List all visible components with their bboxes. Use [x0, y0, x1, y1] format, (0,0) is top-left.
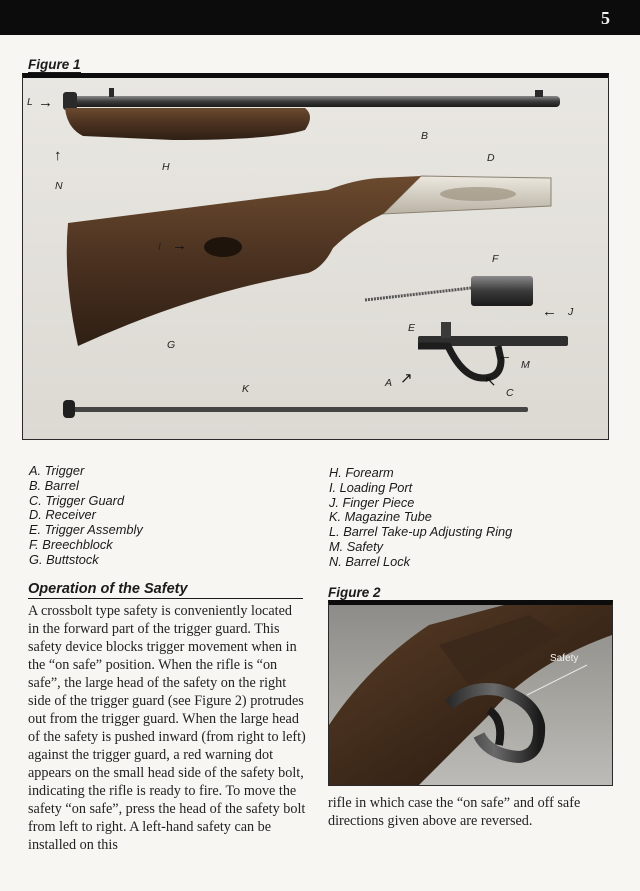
trigger-assembly-plate: [441, 322, 451, 338]
callout-i: I: [158, 241, 161, 253]
callout-i-arrow: →: [172, 237, 187, 254]
parts-list-item: M. Safety: [329, 538, 384, 554]
parts-list-item: N. Barrel Lock: [329, 553, 411, 569]
barrel: [65, 96, 560, 107]
safety-label: Safety: [550, 653, 579, 664]
parts-list-right: [329, 466, 512, 570]
callout-c: C: [506, 387, 514, 399]
parts-list-item: J. Finger Piece: [329, 494, 415, 510]
safety-closeup-illustration: [329, 605, 612, 785]
callout-l-arrow: →: [38, 94, 53, 111]
body-text-left: A crossbolt type safety is conveniently located in the forward part of the trigger guard. This safety device blocks trigger movement when in the “on safe” position. When the rifle is “on safe”, the large head of the safety on the right side of the trigger guard (see Figure 2) protrudes out from the trigger guard. When the large head of the safety is pushed inward (from right to left) against the trigger guard, a red warning dot appears on the small head side of the safety bolt, indicating the rifle is ready to fire. To move the safety “on safe”, press the head of the safety bolt from left to right. A left-hand safety can be installed on this: [28, 603, 306, 853]
parts-list-item: G. Buttstock: [29, 551, 99, 567]
parts-list-item: C. Trigger Guard: [29, 492, 125, 508]
figure-2-photo: [328, 600, 613, 786]
callout-m-arrow: ←: [497, 347, 512, 364]
callout-m: M: [521, 359, 530, 371]
rifle-parts-illustration: [23, 78, 608, 439]
parts-list-item: A. Trigger: [29, 463, 85, 478]
parts-list-left: [29, 464, 143, 568]
callout-h: H: [162, 161, 170, 173]
callout-k: K: [242, 383, 250, 395]
callout-d: D: [487, 152, 495, 164]
callout-c-arrow: ↖: [484, 373, 497, 390]
callout-j: J: [568, 306, 574, 318]
rear-sight: [109, 88, 114, 97]
breechblock: [471, 276, 533, 306]
buttstock: [67, 176, 421, 346]
parts-list-item: I. Loading Port: [329, 479, 413, 495]
body-text-right: rifle in which case the “on safe” and off safe directions given above are reversed.: [328, 795, 581, 829]
figure-1-photo: [22, 73, 609, 440]
parts-list-item: K. Magazine Tube: [329, 509, 432, 525]
callout-a: A: [385, 377, 393, 389]
barrel-ring: [63, 92, 77, 110]
loading-port: [204, 237, 242, 257]
callout-l: L: [27, 96, 33, 108]
callout-a-arrow: ↗: [400, 370, 413, 387]
section-heading: Operation of the Safety: [28, 581, 303, 599]
trigger-blade: [489, 710, 500, 745]
magazine-tube-cap: [63, 400, 75, 418]
page-number: 5: [601, 8, 610, 28]
magazine-tube: [68, 407, 528, 412]
header-bar: [0, 0, 640, 35]
parts-list-item: D. Receiver: [29, 507, 96, 523]
figure-2-caption: Figure 2: [328, 585, 381, 600]
front-sight: [535, 90, 543, 97]
parts-list-item: H. Forearm: [329, 465, 394, 480]
callout-n-arrow: ↑: [54, 147, 62, 164]
forearm: [65, 108, 310, 140]
callout-f: F: [492, 253, 499, 265]
callout-e: E: [408, 322, 416, 334]
receiver-engraving: [440, 187, 516, 201]
callout-n: N: [55, 180, 63, 192]
callout-g: G: [167, 339, 176, 351]
recoil-spring: [365, 288, 471, 300]
callout-b: B: [421, 130, 429, 142]
callout-j-arrow: ←: [542, 303, 557, 320]
parts-list-item: E. Trigger Assembly: [29, 522, 143, 538]
parts-list-item: L. Barrel Take-up Adjusting Ring: [329, 524, 513, 540]
figure-1-caption: Figure 1: [28, 57, 81, 72]
parts-list-item: B. Barrel: [29, 477, 79, 493]
parts-list-item: F. Breechblock: [29, 536, 113, 552]
